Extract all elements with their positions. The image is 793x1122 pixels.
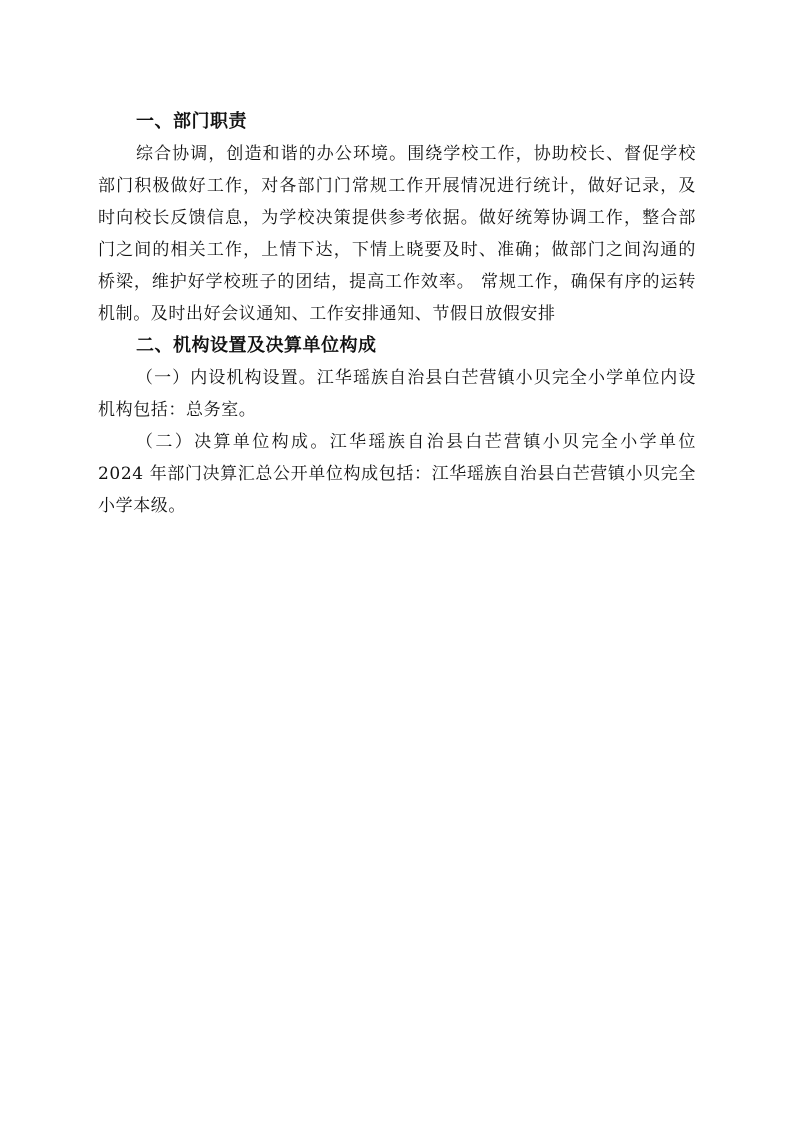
section-heading-organization: 二、机构设置及决算单位构成 (136, 335, 377, 356)
document-body (98, 106, 696, 522)
internal-organization-paragraph: （一）内设机构设置。江华瑶族自治县白芒营镇小贝完全小学单位内设机构包括：总务室。 (98, 368, 696, 420)
responsibilities-paragraph: 综合协调，创造和谐的办公环境。围绕学校工作，协助校长、督促学校部门积极做好工作，对各部门门常规工作开展情况进行统计，做好记录，及时向校长反馈信息，为学校决策提供参考依据。做好统筹协调工作，整合部门之间的相关工作，上情下达，下情上晓要及时、准确；做部门之间沟通的桥梁，维护好学校班子的团结，提高工作效率。 常规工作，确保有序的运转机制。及时出好会议通知、工作安排通知、节假日放假安排 (98, 144, 696, 324)
section-heading-responsibilities: 一、部门职责 (136, 111, 247, 132)
budget-unit-paragraph: （二）决算单位构成。江华瑶族自治县白芒营镇小贝完全小学单位 2024 年部门决算汇总公开单位构成包括：江华瑶族自治县白芒营镇小贝完全小学本级。 (98, 432, 696, 516)
